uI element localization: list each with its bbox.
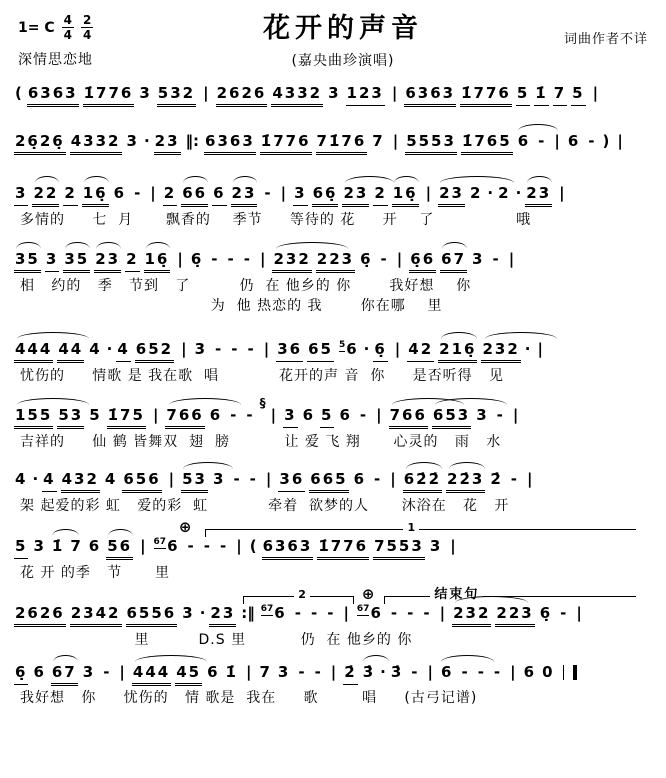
endbar bbox=[563, 665, 577, 680]
note-token: 432 bbox=[61, 470, 100, 494]
barline: | bbox=[510, 662, 516, 681]
note-token: 53 bbox=[181, 470, 208, 494]
dot: · bbox=[524, 339, 531, 358]
note-token: 23 bbox=[438, 184, 465, 208]
note-token: 1̇75 bbox=[107, 406, 146, 430]
note-token: 42 bbox=[407, 340, 434, 363]
note-token: 3 bbox=[293, 184, 307, 207]
note-token: 6 bbox=[353, 469, 367, 488]
coda-icon: ⊕ bbox=[178, 517, 192, 536]
dash: - bbox=[374, 469, 381, 488]
note-token: 23 bbox=[525, 184, 552, 208]
note-token: 223 bbox=[316, 250, 355, 274]
note-token: 5 bbox=[14, 537, 28, 560]
note-token: 7 bbox=[553, 84, 567, 107]
system-4 bbox=[0, 250, 666, 316]
dash: - bbox=[327, 603, 334, 622]
key-and-meter bbox=[18, 14, 188, 41]
note-token: 45 bbox=[175, 663, 202, 687]
barline: | bbox=[343, 603, 349, 622]
barline: | bbox=[391, 83, 398, 102]
note-token: 6̣ bbox=[14, 663, 28, 686]
rep: ‖: bbox=[185, 131, 200, 150]
note-token: 6 bbox=[88, 536, 102, 555]
barline: | bbox=[150, 183, 156, 202]
coda-icon-2: ⊕ bbox=[361, 584, 375, 603]
note-token: 665 bbox=[309, 470, 348, 494]
note-token: 16̣ bbox=[392, 184, 419, 208]
system-2 bbox=[0, 132, 666, 158]
barline: | bbox=[265, 469, 272, 488]
system-5 bbox=[0, 340, 666, 386]
note-token: 1̇776 bbox=[460, 84, 512, 108]
dash: - bbox=[493, 662, 501, 681]
dash: - bbox=[496, 405, 503, 424]
note-token: 5 bbox=[571, 84, 585, 107]
note-token: $^5$6 bbox=[338, 339, 359, 358]
note-token: 1̇765 bbox=[461, 132, 513, 156]
note-token: 6 bbox=[523, 662, 537, 681]
header bbox=[0, 0, 666, 70]
note-token: 35 bbox=[14, 250, 41, 274]
note-token: 6̣ bbox=[373, 340, 387, 363]
note-token: 652 bbox=[135, 340, 174, 364]
note-token: $^{67}$6 bbox=[153, 536, 180, 555]
note-token: 532 bbox=[157, 84, 196, 108]
barline: | bbox=[527, 469, 533, 488]
barline: | bbox=[390, 469, 396, 488]
note-token: 6 bbox=[441, 662, 454, 681]
dash: - bbox=[390, 603, 398, 622]
note-token: 7 bbox=[70, 536, 83, 555]
note-token: 44 bbox=[57, 340, 84, 364]
dash: - bbox=[187, 536, 194, 555]
note-token: 3 bbox=[277, 662, 291, 681]
dash: - bbox=[310, 603, 318, 622]
note-token: 7553 bbox=[373, 537, 425, 561]
note-token: 4332 bbox=[271, 84, 323, 108]
note-token: 6 bbox=[567, 131, 581, 150]
system-1 bbox=[0, 84, 666, 110]
note-token: 2 bbox=[63, 184, 77, 207]
dash: - bbox=[134, 183, 141, 202]
dash: - bbox=[219, 536, 227, 555]
title-block bbox=[188, 14, 498, 70]
barline: | bbox=[439, 603, 446, 622]
note-token: 6̣ bbox=[539, 603, 553, 622]
volta-1-bracket bbox=[205, 520, 636, 537]
note-token: $^{67}$6 bbox=[260, 603, 287, 622]
barline: | bbox=[263, 339, 270, 358]
note-token: 6 bbox=[517, 131, 531, 150]
note-token: 4332 bbox=[70, 132, 122, 156]
dot: · bbox=[32, 469, 39, 488]
note-token: 3 bbox=[472, 249, 485, 268]
song-title: 花开的声音 bbox=[263, 13, 423, 44]
note-token: 3 bbox=[45, 250, 59, 273]
note-token: 65 bbox=[307, 340, 334, 363]
dash: - bbox=[249, 469, 256, 488]
dash: - bbox=[203, 536, 210, 555]
dash: - bbox=[380, 249, 387, 268]
barline: | bbox=[168, 469, 175, 488]
grace-note: 67 bbox=[153, 536, 167, 547]
note-token: 23 bbox=[342, 184, 369, 208]
barline: | bbox=[592, 83, 599, 102]
time-signature-2: $\frac{2}{4}$ bbox=[82, 13, 92, 42]
dash: - bbox=[510, 469, 518, 488]
note-token: 53 bbox=[57, 406, 84, 430]
dash: - bbox=[103, 662, 110, 681]
lyrics-line-7: 架 起爱的彩 虹 爱的彩 虹 牵着 欲梦的人 沐浴在 花 开 bbox=[20, 497, 510, 514]
grace-note: 5 bbox=[338, 339, 346, 350]
note-token: 232 bbox=[481, 340, 520, 364]
note-token: 766 bbox=[389, 406, 428, 430]
system-7 bbox=[0, 470, 666, 516]
note-token: 216̣ bbox=[438, 340, 477, 364]
music-line-3 bbox=[12, 184, 654, 210]
lyrics-line-10: 我好想 你 忧伤的 情 歌是 我在 歌 唱 (古弓记谱) bbox=[20, 689, 478, 706]
note-token: 6 bbox=[33, 662, 46, 681]
grace-note: 67 bbox=[356, 603, 370, 614]
note-token: 444 bbox=[132, 663, 171, 687]
dash: - bbox=[560, 603, 567, 622]
note-token: 232 bbox=[272, 250, 311, 274]
note-token: 5 bbox=[320, 406, 334, 429]
music-line-4 bbox=[12, 250, 654, 276]
note-token: 3 bbox=[14, 184, 28, 207]
barline: | bbox=[537, 339, 543, 358]
lyrics-line-3: 多情的 七 月 飘香的 季节 等待的 花 开 了 哦 bbox=[20, 211, 532, 228]
ending-label: 结束句 bbox=[430, 587, 483, 603]
dot: · bbox=[487, 183, 494, 202]
note-token: $^{67}$6 bbox=[356, 603, 383, 622]
dash: - bbox=[477, 662, 484, 681]
barline: | bbox=[554, 131, 560, 150]
note-token: 66 bbox=[181, 184, 208, 208]
note-token: 3 bbox=[283, 406, 297, 429]
note-token: 7 bbox=[372, 131, 385, 150]
barline: | bbox=[394, 339, 401, 358]
note-token: 6 bbox=[212, 184, 226, 207]
note-token: 4 bbox=[42, 470, 56, 493]
key-label: 1= C bbox=[18, 19, 55, 36]
note-token: 3 bbox=[33, 536, 46, 555]
note-token: 123 bbox=[346, 84, 385, 107]
note-token: 62̇2̇ bbox=[403, 470, 442, 494]
dash: - bbox=[231, 339, 238, 358]
system-6 bbox=[0, 395, 666, 452]
barline: | bbox=[260, 249, 266, 268]
note-token: 5 bbox=[516, 84, 530, 107]
note-token: 766 bbox=[165, 406, 204, 430]
note-token: 6 bbox=[207, 662, 220, 681]
note-token: 6363 bbox=[27, 84, 79, 108]
barline: | bbox=[270, 405, 277, 424]
note-token: 6̣ bbox=[190, 249, 204, 268]
music-line-6 bbox=[12, 395, 654, 432]
note-token: 444 bbox=[14, 340, 53, 364]
note-token: 23 bbox=[94, 250, 121, 274]
dash: - bbox=[246, 405, 253, 424]
note-token: 23 bbox=[209, 604, 236, 628]
barline: | bbox=[330, 662, 337, 681]
lyrics-line-9: 里 D.S 里 仍 在 他乡的 你 bbox=[20, 631, 413, 648]
music-line-10 bbox=[12, 662, 654, 688]
note-token: 6 bbox=[113, 183, 127, 202]
note-token: 5553 bbox=[405, 132, 457, 156]
music-line-1 bbox=[12, 84, 654, 110]
dash: - bbox=[411, 662, 418, 681]
barline: | bbox=[508, 249, 515, 268]
composer-credit: 词曲作者不详 bbox=[563, 32, 648, 47]
dot: · bbox=[380, 662, 386, 681]
note-token: 2 bbox=[373, 184, 387, 207]
music-line-8 bbox=[12, 537, 654, 563]
note-token: 3 bbox=[194, 339, 207, 358]
music-line-2 bbox=[12, 132, 654, 158]
grace-note: 67 bbox=[260, 603, 274, 614]
note-token: 4 bbox=[15, 469, 28, 488]
note-token: 3 bbox=[126, 131, 139, 150]
note-token: 0 bbox=[542, 662, 555, 681]
note-token: 6363 bbox=[404, 84, 456, 108]
dash: - bbox=[538, 131, 545, 150]
note-token: 56 bbox=[106, 537, 133, 561]
note-token: 2̇ bbox=[343, 663, 357, 686]
dash: - bbox=[423, 603, 430, 622]
lyrics-line-5: 忧伤的 情歌 是 我在歌 唱 花开的声 音 你 是否听得 见 bbox=[20, 367, 504, 384]
volta-2-bracket bbox=[243, 587, 354, 604]
note-token: 71̇76 bbox=[316, 132, 368, 156]
note-token: 155 bbox=[14, 406, 53, 430]
note-token: 36 bbox=[276, 340, 303, 363]
volta-2-row bbox=[12, 584, 654, 604]
system-10 bbox=[0, 662, 666, 708]
dash: - bbox=[230, 405, 237, 424]
note-token: 6 bbox=[339, 405, 352, 424]
dash: - bbox=[407, 603, 414, 622]
dash: - bbox=[227, 249, 234, 268]
barline: | bbox=[119, 662, 125, 681]
note-token: 3 bbox=[82, 662, 96, 681]
note-token: 6 bbox=[302, 405, 315, 424]
note-token: 26̣26̣ bbox=[14, 132, 66, 156]
note-token: 3 bbox=[182, 603, 195, 622]
lyrics-line-6: 吉祥的 仙 鹤 皆舞双 翅 膀 让 爱 飞 翔 心灵的 雨 水 bbox=[20, 433, 502, 450]
note-token: 1̇776 bbox=[260, 132, 312, 156]
note-token: 2626 bbox=[14, 604, 66, 628]
note-token: 656 bbox=[122, 470, 161, 494]
note-token: 36 bbox=[278, 470, 305, 493]
barline: | bbox=[450, 536, 456, 555]
tempo-mood-label: 深情思恋地 bbox=[18, 52, 93, 68]
segno: § bbox=[259, 395, 266, 410]
dash: - bbox=[298, 662, 305, 681]
note-token: 2626 bbox=[216, 84, 268, 108]
dot: · bbox=[515, 183, 522, 202]
paren: ( bbox=[15, 83, 22, 102]
dot: · bbox=[199, 603, 206, 622]
note-token: 1̇ bbox=[534, 84, 548, 107]
paren: ( bbox=[249, 536, 257, 555]
note-token: 6556 bbox=[126, 604, 178, 628]
dash: - bbox=[359, 405, 367, 424]
barline: | bbox=[177, 249, 183, 268]
note-token: 22 bbox=[32, 184, 59, 208]
note-token: 1̇ bbox=[51, 536, 65, 555]
barline: | bbox=[576, 603, 582, 622]
note-token: 6̣6 bbox=[409, 250, 436, 274]
note-token: 7 bbox=[259, 662, 272, 681]
note-token: 35 bbox=[63, 250, 90, 274]
dash: - bbox=[264, 183, 271, 202]
dash: - bbox=[314, 662, 321, 681]
paren: ) bbox=[602, 131, 610, 150]
note-token: 6 bbox=[209, 405, 223, 424]
barline: | bbox=[617, 131, 623, 150]
note-token: 3̇ bbox=[362, 662, 376, 681]
dash: - bbox=[294, 603, 301, 622]
system-9 bbox=[0, 584, 666, 650]
system-3 bbox=[0, 184, 666, 230]
note-token: 2 bbox=[163, 184, 177, 207]
barline: | bbox=[427, 662, 434, 681]
barline: | bbox=[236, 536, 242, 555]
note-token: 2̇ bbox=[490, 469, 503, 488]
volta-2-number: 2 bbox=[294, 588, 310, 601]
key-signature-block bbox=[18, 14, 188, 69]
note-token: 5 bbox=[89, 405, 102, 424]
barline: | bbox=[559, 183, 565, 202]
system-8 bbox=[0, 517, 666, 583]
note-token: 3 bbox=[213, 469, 226, 488]
dash: - bbox=[588, 131, 595, 150]
note-token: 23 bbox=[231, 184, 258, 208]
time-signature-1: $\frac{4}{4}$ bbox=[63, 13, 72, 42]
note-token: 1̇ bbox=[225, 662, 238, 681]
barline: | bbox=[425, 183, 432, 202]
note-token: 2 bbox=[498, 183, 511, 202]
lyrics-line-4a: 相 约的 季 节到 了 仍 在 他乡的 你 我好想 你 bbox=[20, 277, 472, 294]
lyrics-line-4b: 为 他 热恋的 我 你在哪 里 bbox=[20, 297, 443, 314]
dot: · bbox=[143, 131, 150, 150]
note-token: 6363 bbox=[262, 537, 314, 561]
note-token: 3 bbox=[139, 83, 152, 102]
barline: | bbox=[152, 405, 159, 424]
barline: | bbox=[396, 249, 403, 268]
note-token: 67 bbox=[51, 663, 78, 687]
note-token: 67 bbox=[440, 250, 467, 274]
music-line-9 bbox=[12, 604, 654, 630]
barline: | bbox=[203, 83, 209, 102]
music-line-7 bbox=[12, 470, 654, 496]
barline: | bbox=[245, 662, 252, 681]
note-token: 23 bbox=[154, 132, 181, 156]
barline: | bbox=[512, 405, 519, 424]
dot: · bbox=[363, 339, 370, 358]
note-token: 22̇3 bbox=[446, 470, 485, 494]
dash: - bbox=[211, 249, 218, 268]
volta-1-number: 1 bbox=[403, 521, 419, 534]
note-token: 3 bbox=[476, 405, 489, 424]
note-token: 223 bbox=[495, 604, 534, 628]
note-token: 16̣ bbox=[82, 184, 109, 208]
note-token: 2 bbox=[125, 250, 139, 273]
note-token: 3 bbox=[328, 83, 341, 102]
note-token: 2342 bbox=[70, 604, 122, 628]
dot: · bbox=[106, 339, 113, 358]
note-token: 3̇ bbox=[390, 662, 404, 681]
barline: | bbox=[181, 339, 187, 358]
note-token: 653 bbox=[432, 406, 471, 430]
dash: - bbox=[243, 249, 250, 268]
barline: | bbox=[392, 131, 399, 150]
barline: | bbox=[140, 536, 146, 555]
note-token: 4 bbox=[89, 339, 102, 358]
dash: - bbox=[247, 339, 254, 358]
note-token: 4 bbox=[116, 340, 130, 363]
dash: - bbox=[215, 339, 222, 358]
dash: - bbox=[461, 662, 468, 681]
performer-subtitle: (嘉央曲珍演唱) bbox=[291, 52, 395, 69]
barline: | bbox=[280, 183, 287, 202]
dash: - bbox=[492, 249, 499, 268]
dash: - bbox=[233, 469, 240, 488]
note-token: 6363 bbox=[204, 132, 256, 156]
note-token: 4 bbox=[104, 469, 118, 488]
lyrics-line-8: 花 开 的季 节 里 bbox=[20, 564, 170, 581]
note-token: 232 bbox=[452, 604, 491, 628]
note-token: 2 bbox=[469, 183, 483, 202]
note-token: 6̣ bbox=[360, 249, 373, 268]
note-token: 3 bbox=[429, 536, 443, 555]
note-token: 16̣ bbox=[144, 250, 171, 274]
music-line-5 bbox=[12, 340, 654, 366]
note-token: 66̣ bbox=[312, 184, 339, 208]
rep: :‖ bbox=[241, 603, 255, 622]
note-token: 1̇776 bbox=[83, 84, 135, 108]
barline: | bbox=[376, 405, 382, 424]
note-token: 1̇776 bbox=[317, 537, 369, 561]
